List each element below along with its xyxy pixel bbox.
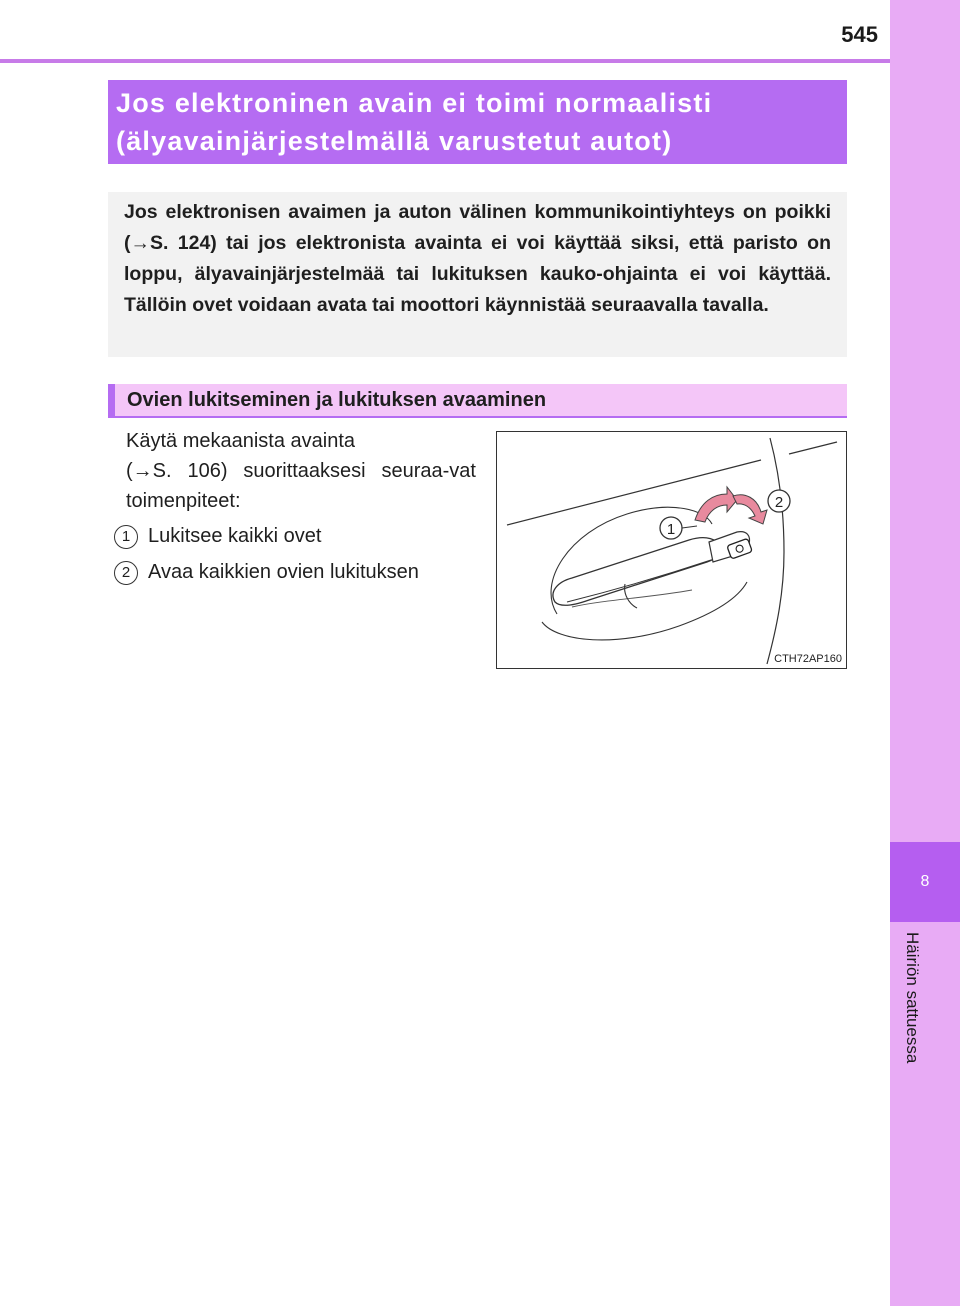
page-title-line-2: (älyavainjärjestelmällä varustetut autot) [116,126,673,156]
side-tab [890,0,960,1306]
step-number: 1 [114,525,138,549]
chapter-label: Häiriön sattuessa [903,932,922,1064]
step-text: Lukitsee kaikki ovet [148,525,322,547]
arrow-right-icon: → [132,460,153,482]
body-text-line-1: Käytä mekaanista avainta [126,430,356,452]
body-text-rest [126,456,476,516]
ref-open-paren: ( [126,460,133,482]
list-item [114,557,419,587]
chapter-number-tab: 8 [890,842,960,922]
section-body-text [126,426,476,516]
intro-box [108,192,847,357]
page-title-line-1: Jos elektroninen avain ei toimi normaalisti [116,88,713,118]
door-handle-drawing [497,432,845,667]
step-number: 2 [114,561,138,585]
arrow-right-icon: → [130,232,150,254]
svg-text:1: 1 [666,521,676,538]
page-number: 545 [841,22,878,47]
page-title [108,80,847,164]
body-page-reference[interactable]: S. 106 [152,460,221,482]
intro-page-reference[interactable]: S. 124 [150,232,211,254]
figure-code: CTH72AP160 [774,653,842,665]
section-heading: Ovien lukitseminen ja lukituksen avaaminen [108,384,847,418]
door-handle-illustration [496,431,847,669]
svg-text:2: 2 [774,494,784,511]
step-text: Avaa kaikkien ovien lukituksen [148,561,419,583]
body-text-after-ref: ) suorittaaksesi seuraa-vat toimenpiteet: [126,460,476,512]
intro-text-start: Jos elektronisen avaimen ja auton välinen kommunikointiyhteys on poikki ( [124,201,831,254]
list-item [114,521,321,551]
intro-text-end: ) tai jos elektronista avainta ei voi käyttää siksi, että paristo on loppu, älyavainjärjestelmää tai lukituksen kauko-ohjainta ei voi käyttää. Tällöin ovet voidaan avata tai moottori käynnistää seuraavalla tavalla. [124,232,831,316]
top-rule [0,59,890,63]
